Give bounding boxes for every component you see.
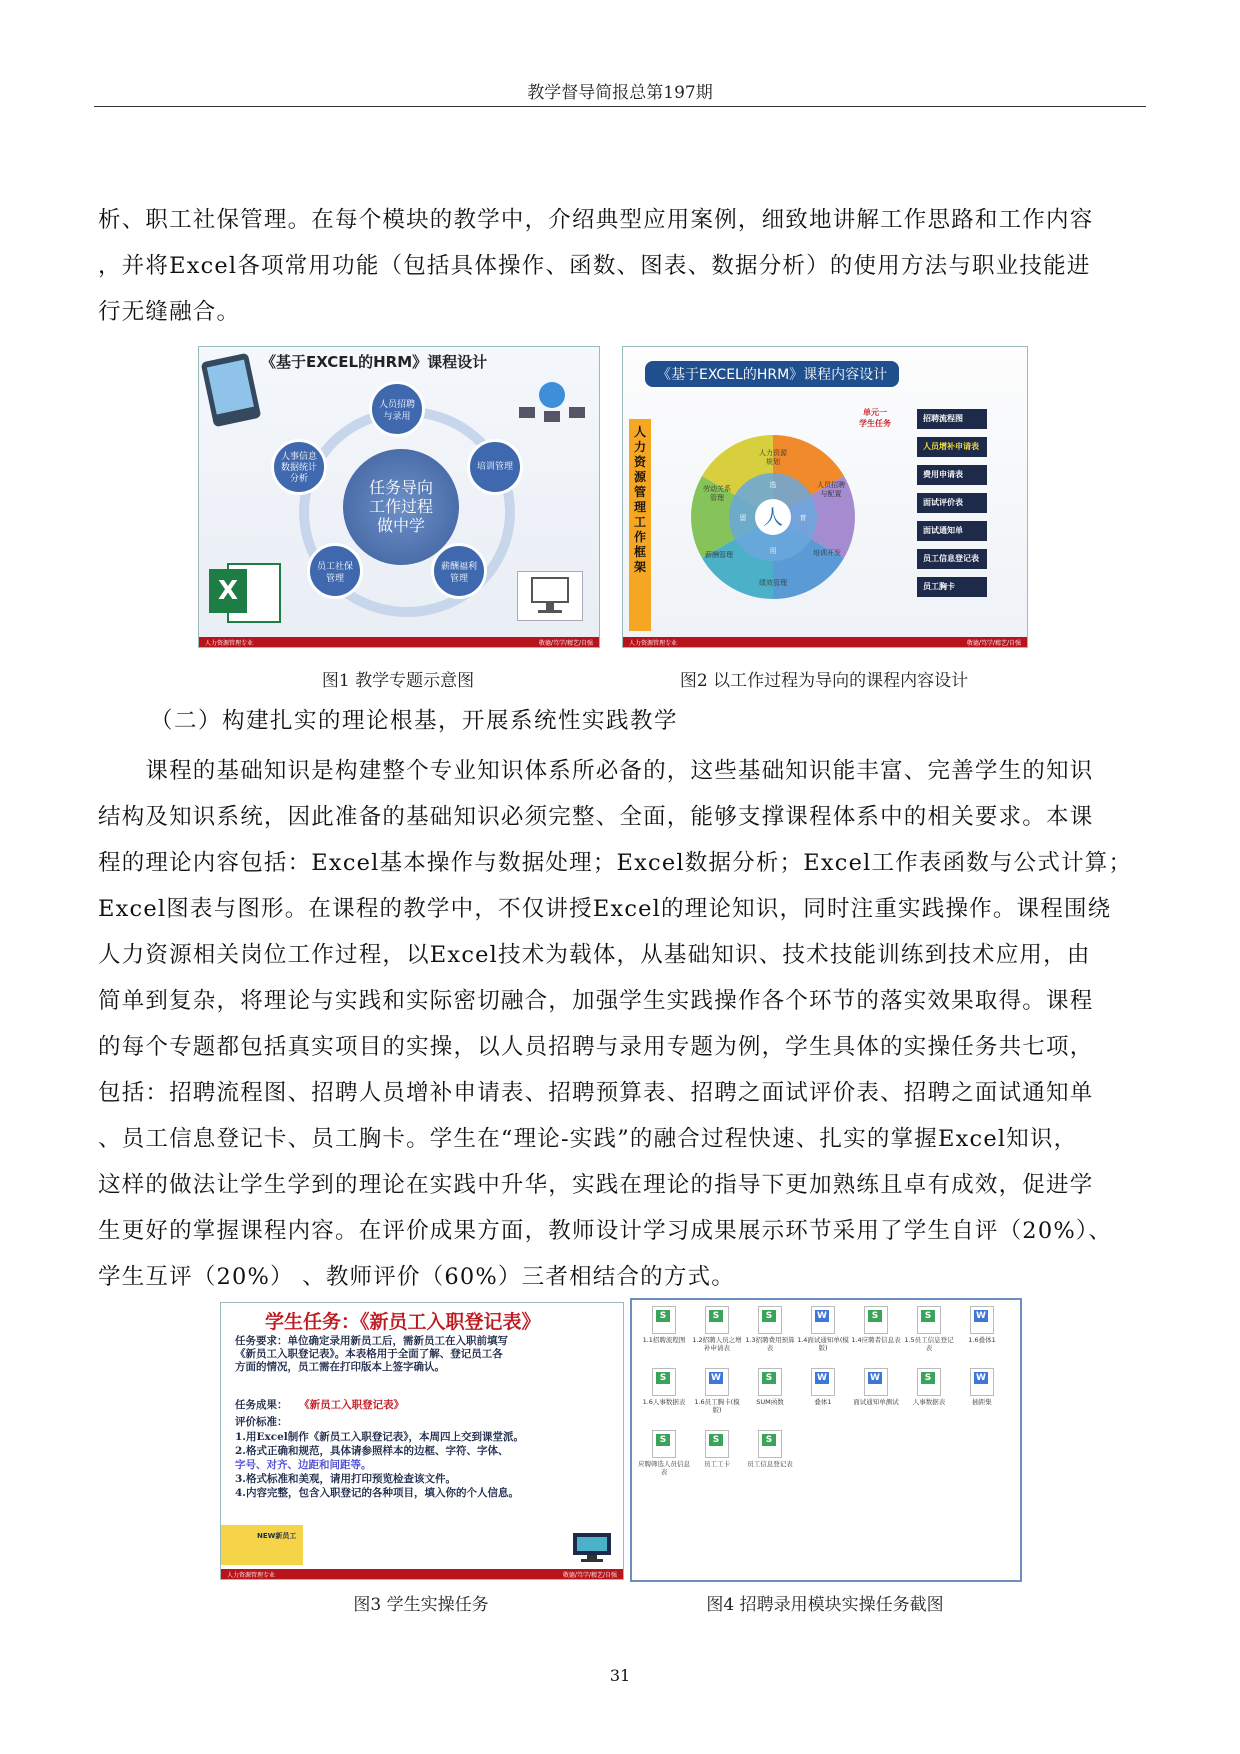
file-item[interactable] [638,1366,690,1406]
node-text: 人事信息 [280,452,317,462]
monitor-icon [517,571,583,621]
unit-line: 单元一 [863,408,887,417]
text-line: 这样的做法让学生学到的理论在实践中升华，实践在理论的指导下更加熟练且卓有成效，促进学 [98,1172,1094,1198]
spreadsheet-file-icon: S [917,1368,941,1396]
file-name: 员工工卡 [704,1460,730,1468]
node-text: 管理 [449,574,468,584]
text-line: 生更好的掌握课程内容。在评价成果方面，教师设计学习成果展示环节采用了学生自评（20%）、 [98,1218,1113,1244]
side-char: 理 [633,500,646,514]
text-line: 析、职工社保管理。在每个模块的教学中，介绍典型应用案例，细致地讲解工作思路和工作内容 [98,207,1094,233]
footer-right: 敬德/笃学/精艺/自强 [966,640,1021,647]
figure-4-caption: 图4 招聘录用模块实操任务截图 [706,1595,944,1615]
paragraph-intro [98,197,1146,335]
excel-icon [207,559,279,623]
text-line: 人力资源相关岗位工作过程，以Excel技术为载体，从基础知识、技术技能训练到技术应用，由 [98,942,1091,968]
excel-letter: X [209,569,247,613]
paragraph-practice [98,748,1146,1300]
spreadsheet-file-icon: S [758,1306,782,1334]
text-line: 结构及知识系统，因此准备的基础知识必须完整、全面，能够支撑课程体系中的相关要求。本课 [98,804,1094,830]
file-item[interactable] [797,1304,849,1352]
file-item[interactable] [691,1428,743,1468]
file-name: 插距集 [972,1398,992,1406]
file-name: 人事数据表 [912,1398,946,1406]
file-name: 叠体1 [814,1398,832,1406]
text-line: 程的理论内容包括：Excel基本操作与数据处理；Excel数据分析；Excel工作表函数与公式计算； [98,850,1133,876]
node-compensation [431,543,487,599]
file-name: 1.6员工胸卡(模版) [694,1398,740,1414]
tablet-icon [201,353,262,428]
file-item[interactable] [691,1304,743,1352]
file-item[interactable] [903,1366,955,1406]
node-text: 分析 [289,474,308,484]
side-char: 作 [633,530,646,544]
requirement-line: 任务要求：单位确定录用新员工后，需新员工在入职前填写 [235,1335,508,1347]
result-label: 任务成果： [235,1399,288,1411]
criteria-item: 3.格式标准和美观，请用打印预览检查该文件。 [235,1473,456,1485]
file-name: 应聘筛选人员信息表 [638,1460,690,1476]
figure-1-caption: 图1 教学专题示意图 [321,671,475,691]
task-item: 人员增补申请表 [917,437,987,457]
text-line: 的每个专题都包括真实项目的实操，以人员招聘与录用专题为例，学生具体的实操任务共七项， [98,1034,1094,1060]
inner-char: 留 [739,514,747,522]
wheel-label: 绩效管理 [759,579,787,587]
node-text: 员工社保 [316,562,353,572]
side-char: 源 [633,470,646,484]
inner-char: 育 [799,514,807,522]
side-char: 力 [633,440,646,454]
center-line: 工作过程 [368,497,433,516]
node-text: 人员招聘 [378,400,415,410]
file-name: 员工信息登记表 [747,1460,793,1468]
figure-2-caption: 图2 以工作过程为导向的课程内容设计 [679,671,969,691]
footer-left: 人力资源管理专业 [227,1572,276,1579]
logo-text: NEW新员工 [257,1532,297,1540]
spreadsheet-file-icon: S [705,1430,729,1458]
node-recruitment [369,381,425,437]
document-file-icon: W [864,1368,888,1396]
file-name: 1.1招聘流程图 [642,1336,686,1344]
wheel-label: 薪酬管理 [705,551,733,559]
wheel-label: 管理 [710,494,724,502]
spreadsheet-file-icon: S [652,1368,676,1396]
text-line: 简单到复杂，将理论与实践和实际密切融合，加强学生实践操作各个环节的落实效果取得。课程 [98,988,1094,1014]
text-line: ，并将Excel各项常用功能（包括具体操作、函数、图表、数据分析）的使用方法与职业技能进 [98,253,1091,279]
requirement-block [235,1335,508,1374]
requirement-line: 方面的情况，员工需在打印版本上签字确认。 [235,1361,445,1373]
document-file-icon: W [811,1306,835,1334]
task-item: 招聘流程图 [917,409,987,429]
criteria-item: 字号、对齐、边距和间距等。 [235,1459,372,1471]
wheel-label: 人力资源 [759,449,787,457]
file-name: 1.6叠体1 [968,1336,996,1344]
network-icon [517,375,587,425]
figure-1-title: 《基于EXCEL的HRM》课程设计 [261,353,488,371]
document-file-icon: W [970,1306,994,1334]
task-item: 面试通知单 [917,521,987,541]
file-name: SUM函数 [756,1398,784,1406]
side-char: 管 [633,485,646,499]
text-line: 课程的基础知识是构建整个专业知识体系所必备的，这些基础知识能丰富、完善学生的知识 [98,758,1094,784]
wheel-label: 人员招聘 [817,481,845,489]
file-name: 面试通知单测试 [853,1398,899,1406]
inner-char: 用 [769,547,777,555]
criteria-item: 4.内容完整，包含入职登记的各种项目，填入你的个人信息。 [235,1487,519,1499]
center-line: 做中学 [376,516,425,535]
figure-3 [220,1302,624,1580]
spreadsheet-file-icon: S [917,1306,941,1334]
file-name: 1.6人事数据表 [642,1398,686,1406]
unit-line: 学生任务 [859,419,891,428]
result-value: 《新员工入职登记表》 [299,1399,405,1411]
node-text: 与录用 [383,412,411,422]
document-file-icon: W [970,1368,994,1396]
footer-bar [199,637,599,647]
file-item[interactable] [744,1304,796,1352]
node-text: 培训管理 [476,462,513,472]
spreadsheet-file-icon: S [864,1306,888,1334]
text-line: 学生互评（20%） 、教师评价（60%）三者相结合的方式。 [98,1264,735,1290]
file-name: 1.2招聘人员之增补申请表 [692,1336,742,1352]
figure-2 [622,346,1028,648]
spreadsheet-file-icon: S [758,1430,782,1458]
side-char: 框 [633,545,646,559]
node-text: 薪酬福利 [440,562,477,572]
footer-bar [623,637,1027,647]
text-line: 行无缝融合。 [98,299,241,325]
criteria-item: 2.格式正确和规范，具体请参照样本的边框、字符、字体、 [235,1445,509,1457]
page-number: 31 [609,1666,631,1685]
figure-4 [630,1298,1022,1582]
file-item[interactable] [744,1428,796,1468]
node-social-security [307,543,363,599]
new-staff-logo [221,1525,303,1565]
side-char: 工 [633,515,646,529]
node-text: 管理 [325,574,344,584]
side-char: 人 [633,425,646,439]
footer-left: 人力资源管理专业 [205,640,254,647]
node-training [467,439,523,495]
header-rule [94,106,1146,107]
task-list [917,409,987,605]
side-char: 资 [633,455,646,469]
computer-icon [571,1531,613,1563]
spreadsheet-file-icon: S [652,1306,676,1334]
requirement-line: 《新员工入职登记表》。本表格用于全面了解、登记员工各 [235,1348,503,1360]
text-line: Excel图表与图形。在课程的教学中，不仅讲授Excel的理论知识，同时注重实践操作。课程围绕 [98,896,1112,922]
figure-1 [198,346,600,648]
spreadsheet-file-icon: S [758,1368,782,1396]
wheel-hub: 人 [763,505,783,529]
wheel-label: 培训开发 [813,549,841,557]
file-name: 1.3招聘费用预算表 [745,1336,795,1352]
section-heading: （二）构建扎实的理论根基，开展系统性实践教学 [150,708,679,734]
text-line: 包括：招聘流程图、招聘人员增补申请表、招聘预算表、招聘之面试评价表、招聘之面试通知单 [98,1080,1094,1106]
file-item[interactable] [956,1366,1008,1406]
file-name: 1.4应聘者信息表 [851,1336,901,1344]
file-item[interactable] [956,1304,1008,1344]
node-text: 数据统计 [280,463,317,473]
wheel-label: 与配置 [820,490,842,498]
figure-3-title: 学生任务：《新员工入职登记表》 [265,1311,541,1333]
side-char: 架 [633,560,646,574]
file-name: 1.4面试通知单(模版) [797,1336,849,1352]
spreadsheet-file-icon: S [705,1306,729,1334]
footer-bar [221,1569,623,1579]
criteria-label: 评价标准： [235,1416,288,1428]
file-name: 1.5员工信息登记表 [904,1336,954,1352]
task-item: 员工胸卡 [917,577,987,597]
side-label [629,419,651,631]
file-item[interactable] [903,1304,955,1352]
node-hr-statistics [271,439,327,495]
wheel-label: 劳动关系 [703,485,731,493]
document-file-icon: W [705,1368,729,1396]
running-header: 教学督导简报总第197期 [527,83,713,103]
criteria-item: 1.用Excel制作《新员工入职登记表》，本周四上交到课堂派。 [235,1431,525,1443]
task-item: 员工信息登记表 [917,549,987,569]
task-item: 费用申请表 [917,465,987,485]
wheel-label: 规划 [766,458,780,466]
result-line [235,1397,404,1412]
file-item[interactable] [744,1366,796,1406]
file-item[interactable] [691,1366,743,1414]
file-item[interactable] [797,1366,849,1406]
figure-2-title: 《基于EXCEL的HRM》课程内容设计 [645,361,899,387]
text-line: 、员工信息登记卡、员工胸卡。学生在“理论-实践”的融合过程快速、扎实的掌握Excel知识， [98,1126,1078,1152]
file-item[interactable] [638,1428,690,1476]
spreadsheet-file-icon: S [652,1430,676,1458]
inner-char: 选 [769,481,777,489]
task-item: 面试评价表 [917,493,987,513]
figure-3-caption: 图3 学生实操任务 [353,1595,489,1615]
footer-right: 敬德/笃学/精艺/自强 [562,1572,617,1579]
center-line: 任务导向 [368,478,433,497]
file-item[interactable] [850,1366,902,1406]
footer-right: 敬德/笃学/精艺/自强 [538,640,593,647]
hr-wheel [683,427,863,607]
criteria-list [235,1430,524,1500]
document-file-icon: W [811,1368,835,1396]
file-item[interactable] [850,1304,902,1344]
footer-left: 人力资源管理专业 [629,640,678,647]
unit-label [859,407,891,429]
file-item[interactable] [638,1304,690,1344]
